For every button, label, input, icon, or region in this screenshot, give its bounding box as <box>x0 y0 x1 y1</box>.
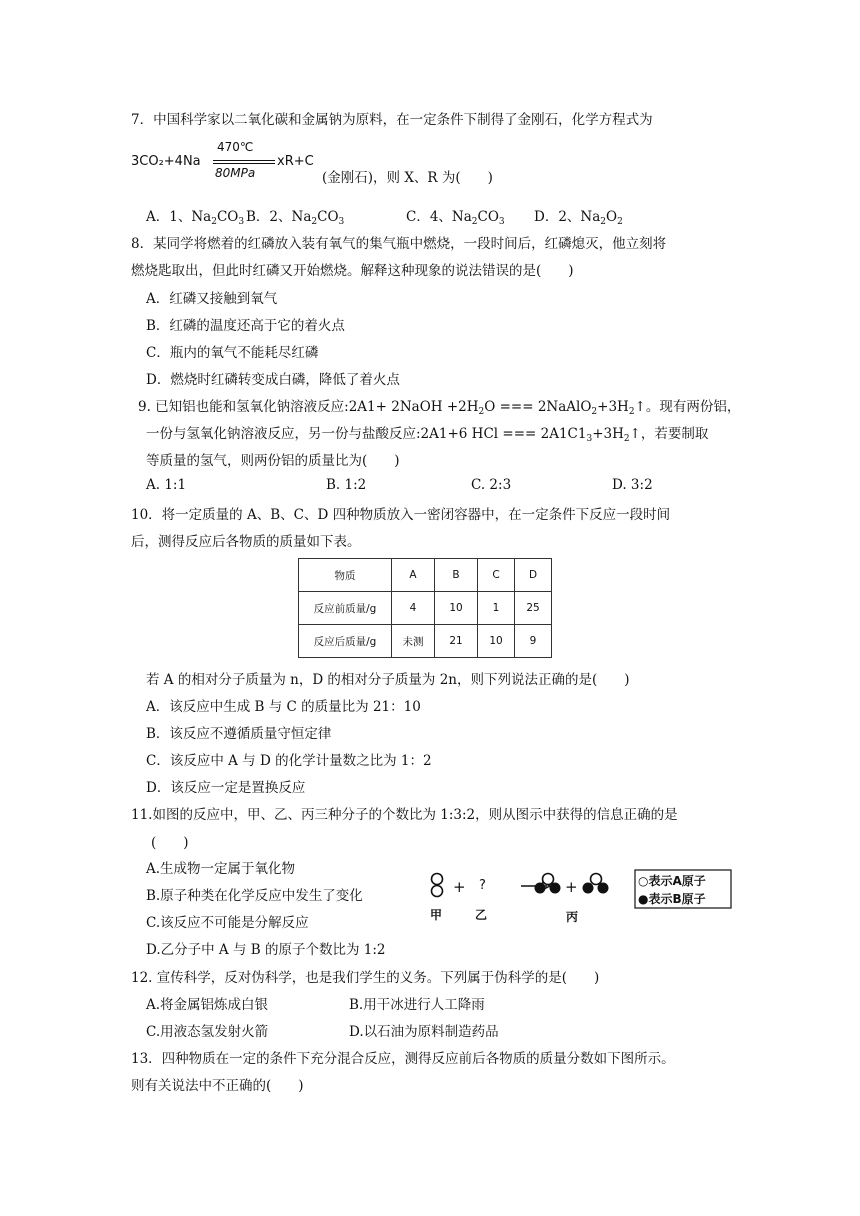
q7-eq-condition-bottom: 80MPa <box>215 166 256 180</box>
q9-stem-line2: 一份与氢氧化钠溶液反应，另一份与盐酸反应:2A1+6 HCl === $2A1C1_3+3H_2↑$，若要制取 <box>146 426 709 444</box>
q7-equation <box>131 142 321 184</box>
table-cell: 4 <box>392 592 435 625</box>
table-cell: 1 <box>478 592 515 625</box>
table-cell: D <box>515 559 552 592</box>
q8-stem-line1: 8．某同学将燃着的红磷放入装有氧气的集气瓶中燃烧，一段时间后，红磷熄灭，他立刻将 <box>131 236 667 252</box>
q8-option-b: B．红磷的温度还高于它的着火点 <box>146 318 345 334</box>
q11-option-b: B.原子种类在化学反应中发生了变化 <box>146 888 363 904</box>
q9-option-b: B. 1:2 <box>326 477 367 493</box>
molecule-bing1-atom-b-1 <box>535 883 546 894</box>
q9-option-d: D. 3:2 <box>612 477 653 493</box>
q9-option-c: C. 2:3 <box>471 477 512 493</box>
table-cell: B <box>435 559 478 592</box>
q12-option-d: D.以石油为原料制造药品 <box>349 1024 499 1040</box>
unknown-molecule-yi: ? <box>479 878 486 893</box>
q8-option-a: A．红磷又接触到氧气 <box>146 291 278 307</box>
q8-option-d: D．燃烧时红磷转变成白磷，降低了着火点 <box>146 372 400 388</box>
table-row <box>299 592 552 625</box>
legend-atom-a: ○表示A原子 <box>638 874 706 888</box>
q11-option-d: D.乙分子中 A 与 B 的原子个数比为 1:2 <box>146 942 386 958</box>
molecule-bing2-atom-b-1 <box>583 883 594 894</box>
q11-option-c: C.该反应不可能是分解反应 <box>146 915 309 931</box>
plus-sign-2: + <box>565 878 578 896</box>
table-row <box>299 559 552 592</box>
q7-eq-right: xR+C <box>277 154 314 169</box>
table-cell: 未测 <box>392 625 435 658</box>
q10-option-c: C．该反应中 A 与 D 的化学计量数之比为 1：2 <box>146 753 432 769</box>
table-cell: 物质 <box>299 559 392 592</box>
molecule-bing1-atom-a <box>543 874 554 885</box>
q12-option-a: A.将金属铝炼成白银 <box>146 997 269 1013</box>
q9-stem-line1: 9. 已知铝也能和氢氧化钠溶液反应:2A1+ 2NaOH $+2H_2O$ === $2NaAlO_2+3H_2↑$。现有两份铝， <box>138 399 741 417</box>
q10-stem-line3: 若 A 的相对分子质量为 n，D 的相对分子质量为 2n，则下列说法正确的是( ) <box>146 672 630 688</box>
q12-option-c: C.用液态氢发射火箭 <box>146 1024 269 1040</box>
q8-stem-line2: 燃烧匙取出，但此时红磷又开始燃烧。解释这种现象的说法错误的是( ) <box>131 263 574 279</box>
q7-eq-arrow-line1 <box>213 160 275 161</box>
q11-stem-line2: ( ) <box>151 835 189 851</box>
q10-mass-table <box>298 558 552 658</box>
label-jia: 甲 <box>430 908 443 922</box>
q13-stem-line2: 则有关说法中不正确的( ) <box>131 1078 304 1094</box>
q11-option-a: A.生成物一定属于氧化物 <box>146 861 296 877</box>
q7-stem-line2: (金刚石)，则 X、R 为( ) <box>322 170 493 186</box>
q7-stem-line1: 7．中国科学家以二氧化碳和金属钠为原料，在一定条件下制得了金刚石，化学方程式为 <box>131 112 653 128</box>
q12-option-b: B.用干冰进行人工降雨 <box>349 997 485 1013</box>
q11-reaction-diagram <box>424 868 734 928</box>
molecule-bing2-atom-b-2 <box>598 883 609 894</box>
q7-option-b: B．2、$Na_2CO_3$ <box>246 209 345 227</box>
molecule-bing1-atom-b-2 <box>550 883 561 894</box>
q13-stem-line1: 13．四种物质在一定的条件下充分混合反应，测得反应前后各物质的质量分数如下图所示。 <box>131 1051 675 1067</box>
q10-stem-line1: 10．将一定质量的 A、B、C、D 四种物质放入一密闭容器中，在一定条件下反应一段时间 <box>131 507 671 523</box>
q10-option-a: A．该反应中生成 B 与 C 的质量比为 21：10 <box>146 699 421 715</box>
table-row <box>299 625 552 658</box>
q11-stem-line1: 11.如图的反应中，甲、乙、丙三种分子的个数比为 1:3:2，则从图示中获得的信息正确的是 <box>131 807 678 823</box>
table-cell: A <box>392 559 435 592</box>
label-yi: 乙 <box>475 908 488 922</box>
table-cell: C <box>478 559 515 592</box>
q10-option-d: D．该反应一定是置换反应 <box>146 780 306 796</box>
legend-atom-b: ●表示B原子 <box>638 892 706 906</box>
table-cell: 10 <box>478 625 515 658</box>
molecule-bing2-atom-a <box>591 874 602 885</box>
q7-option-a: A．1、$Na_2CO_3$ <box>146 209 245 227</box>
q7-eq-condition-top: 470℃ <box>217 140 254 154</box>
q7-option-c: C．4、$Na_2CO_3$ <box>406 209 505 227</box>
q12-stem-line1: 12. 宣传科学，反对伪科学，也是我们学生的义务。下列属于伪科学的是( ) <box>131 970 600 986</box>
q10-option-b: B．该反应不遵循质量守恒定律 <box>146 726 332 742</box>
label-bing: 丙 <box>566 910 579 924</box>
q8-option-c: C．瓶内的氧气不能耗尽红磷 <box>146 345 319 361</box>
table-cell: 25 <box>515 592 552 625</box>
molecule-jia-atom-a-2 <box>432 886 443 897</box>
plus-sign-1: + <box>453 878 466 896</box>
table-cell: 反应前质量/g <box>299 592 392 625</box>
table-cell: 21 <box>435 625 478 658</box>
table-cell: 9 <box>515 625 552 658</box>
table-cell: 反应后质量/g <box>299 625 392 658</box>
q7-eq-left: 3CO₂+4Na <box>131 154 201 169</box>
molecule-jia-atom-a-1 <box>432 874 443 885</box>
q9-stem-line3: 等质量的氢气，则两份铝的质量比为( ) <box>146 453 400 469</box>
q7-option-d: D．2、$Na_2O_2$ <box>534 209 623 227</box>
table-cell: 10 <box>435 592 478 625</box>
q9-option-a: A. 1:1 <box>146 477 187 493</box>
q7-eq-arrow-line2 <box>213 163 275 164</box>
q10-stem-line2: 后，测得反应后各物质的质量如下表。 <box>131 534 361 550</box>
